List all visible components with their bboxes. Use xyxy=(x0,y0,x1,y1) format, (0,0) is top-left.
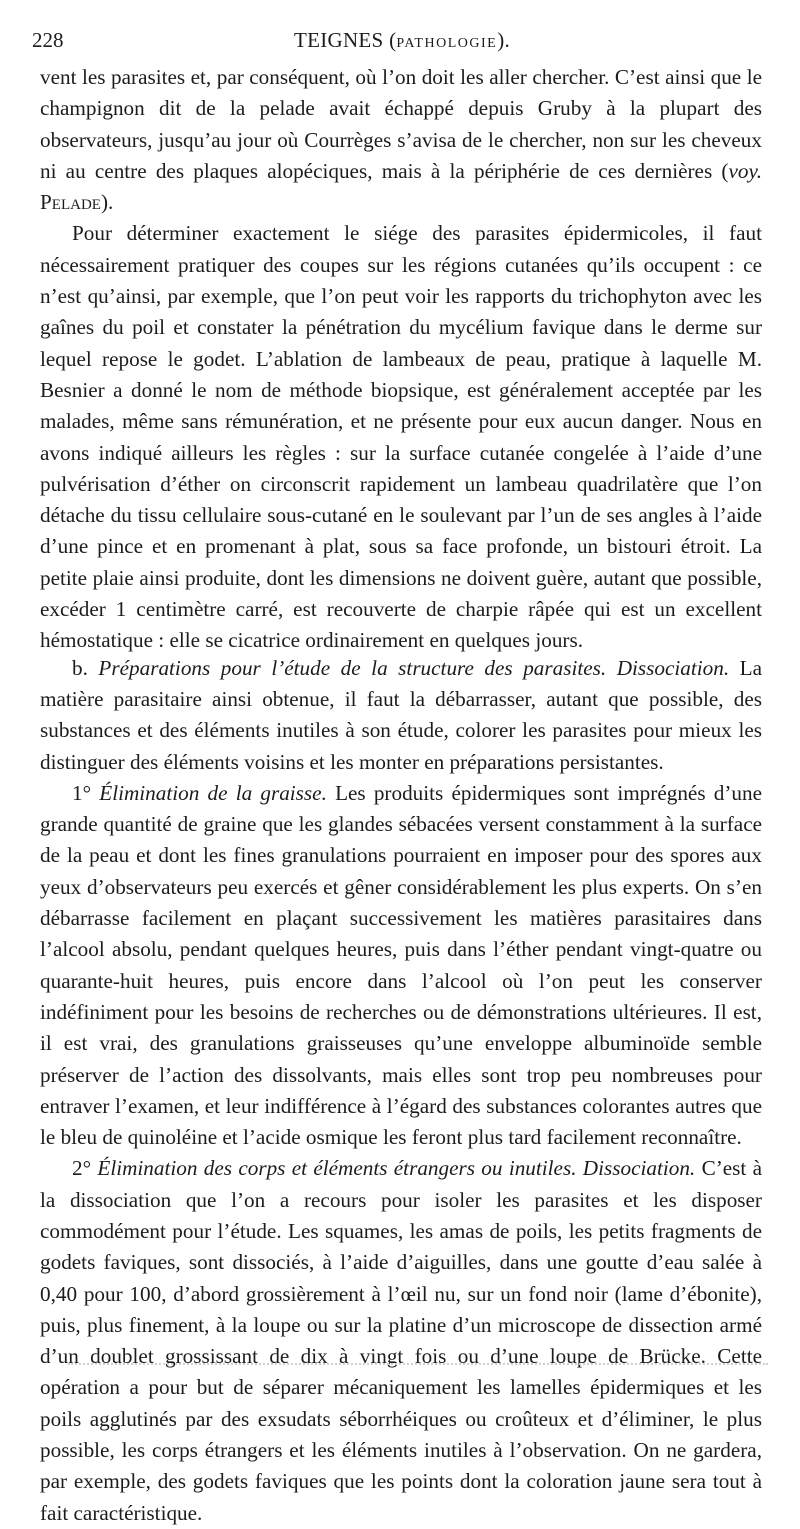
paragraph-text: Pour déterminer exactement le siége des parasites épidermicoles, il faut nécessairement pratiquer des coupes sur les régions cutanées qu’ils occupent : ce n’est qu’ainsi, par exemple, que l’on peut voir les rapports du trichophyton avec les gaînes du poil et constater la pénétration du mycélium favique dans le derme sur lequel repose le godet. L’ablation de lambeaux de peau, pratique à laquelle M. Besnier a donné le nom de méthode biopsique, est généralement acceptée par les malades, même sans rémunération, et ne présente pour eux aucun danger. Nous en avons indiqué ailleurs les règles : sur la surface cutanée congelée à l’aide d’une pulvérisation d’éther on circonscrit rapidement un lambeau quadrilatère que l’on détache du tissu cellulaire sous-cutané en le soulevant par l’un de ses angles à l’aide d’une pince et en promenant à plat, sous sa face profonde, un bistouri étroit. La petite plaie ainsi produite, dont les dimensions ne doivent guère, autant que possible, excéder 1 centimètre carré, est recouverte de charpie râpée qui est un excellent hémostatique : elle se cicatrice ordinairement en quelques jours. xyxy=(40,221,762,653)
page-header xyxy=(32,28,772,58)
section-fat-elimination xyxy=(40,778,762,1154)
section-label: 1° xyxy=(72,780,92,805)
cross-reference-target: Pelade xyxy=(40,190,101,215)
section-dissociation xyxy=(40,1153,762,1529)
running-title-close: ). xyxy=(497,28,511,52)
section-label: 2° xyxy=(72,1156,92,1181)
page-body xyxy=(40,62,762,1529)
paragraph-biopsy xyxy=(40,218,762,656)
section-preparations xyxy=(40,653,762,778)
running-title xyxy=(32,28,772,53)
running-title-open: ( xyxy=(383,28,397,52)
section-heading: Élimination de la graisse. xyxy=(99,780,327,805)
section-heading: Préparations pour l’étude de la structure des parasites. Dissociation. xyxy=(98,655,730,680)
section-label: b. xyxy=(72,655,88,680)
cross-reference-voy: voy. xyxy=(728,158,762,183)
running-title-main: TEIGNES xyxy=(293,28,384,52)
footer-bleedthrough-rule xyxy=(68,1363,768,1365)
paragraph-continuation: vent les parasites et, par conséquent, où l’on doit les aller chercher. C’est ainsi que le champignon dit de la pelade avait échappé depuis Gruby à la plupart des observateurs, jusqu’au jour où Courrèges s’avisa de le chercher, non sur les cheveux ni au centre des plaques alopéciques, mais à la périphérie de ces dernières (voy. Pelade). xyxy=(40,65,762,215)
paragraph-text: La matière parasitaire ainsi obtenue, il faut la débarrasser, autant que possible, des substances et des éléments inutiles à son étude, colorer les parasites pour mieux les distinguer des éléments voisins et les monter en préparations persistantes. xyxy=(40,655,763,774)
running-title-subtitle: PATHOLOGIE xyxy=(396,36,498,51)
paragraph-text: vent les parasites et, par conséquent, où l’on doit les aller chercher. C’est ainsi que le champignon dit de la pelade avait échappé depuis Gruby à la plupart des observateurs, jusqu’au jour où Courrèges s’avisa de le chercher, non sur les cheveux ni au centre des plaques alopéciques, mais à la périphérie de ces dernières ( xyxy=(40,65,762,183)
page-number: 228 xyxy=(32,28,64,52)
paragraph-text: C’est à la dissociation que l’on a recours pour isoler les parasites et les disposer commodément pour l’étude. Les squames, les amas de poils, les petits fragments de godets faviques, sont dissociés, à l’aide d’aiguilles, dans une goutte d’eau salée à 0,40 pour 100, d’abord grossièrement à l’œil nu, sur un fond noir (lame d’ébonite), puis, plus finement, à la loupe ou sur la platine d’un microscope de dissection armé d’un doublet grossissant de dix à vingt fois ou d’une loupe de Brücke. Cette opération a pour but de séparer mécaniquement les lamelles épidermiques et les poils agglutinés par des exsudats séborrhéiques ou croûteux et d’éliminer, le plus possible, les corps étrangers et les éléments inutiles à l’observation. On ne gardera, par exemple, des godets faviques que les points dont la coloration jaune sera tout à fait caractéristique. xyxy=(40,1156,763,1525)
section-heading: Élimination des corps et éléments étrangers ou inutiles. Dissociation. xyxy=(97,1156,696,1181)
paragraph-text: Les produits épidermiques sont imprégnés d’une grande quantité de graine que les glandes sébacées versent constamment à la surface de la peau et dont les fines granulations pourraient en imposer pour des spores aux yeux d’observateurs peu exercés et gêner considérablement les plus experts. On s’en débarrasse facilement en plaçant successivement les matières parasitaires dans l’alcool absolu, pendant quelques heures, puis dans l’éther pendant vingt-quatre ou quarante-huit heures, puis encore dans l’alcool où l’on peut les conserver indéfiniment pour les besoins de recherches ou de démonstrations ultérieures. Il est, il est vrai, des granulations graisseuses qu’une enveloppe albuminoïde semble préserver de l’action des dissolvants, mais elles sont trop peu nombreuses pour entraver l’examen, et leur indifférence à l’égard des substances colorantes autres que le bleu de quinoléine et l’acide osmique les feront plus tard facilement reconnaître. xyxy=(40,780,762,1150)
